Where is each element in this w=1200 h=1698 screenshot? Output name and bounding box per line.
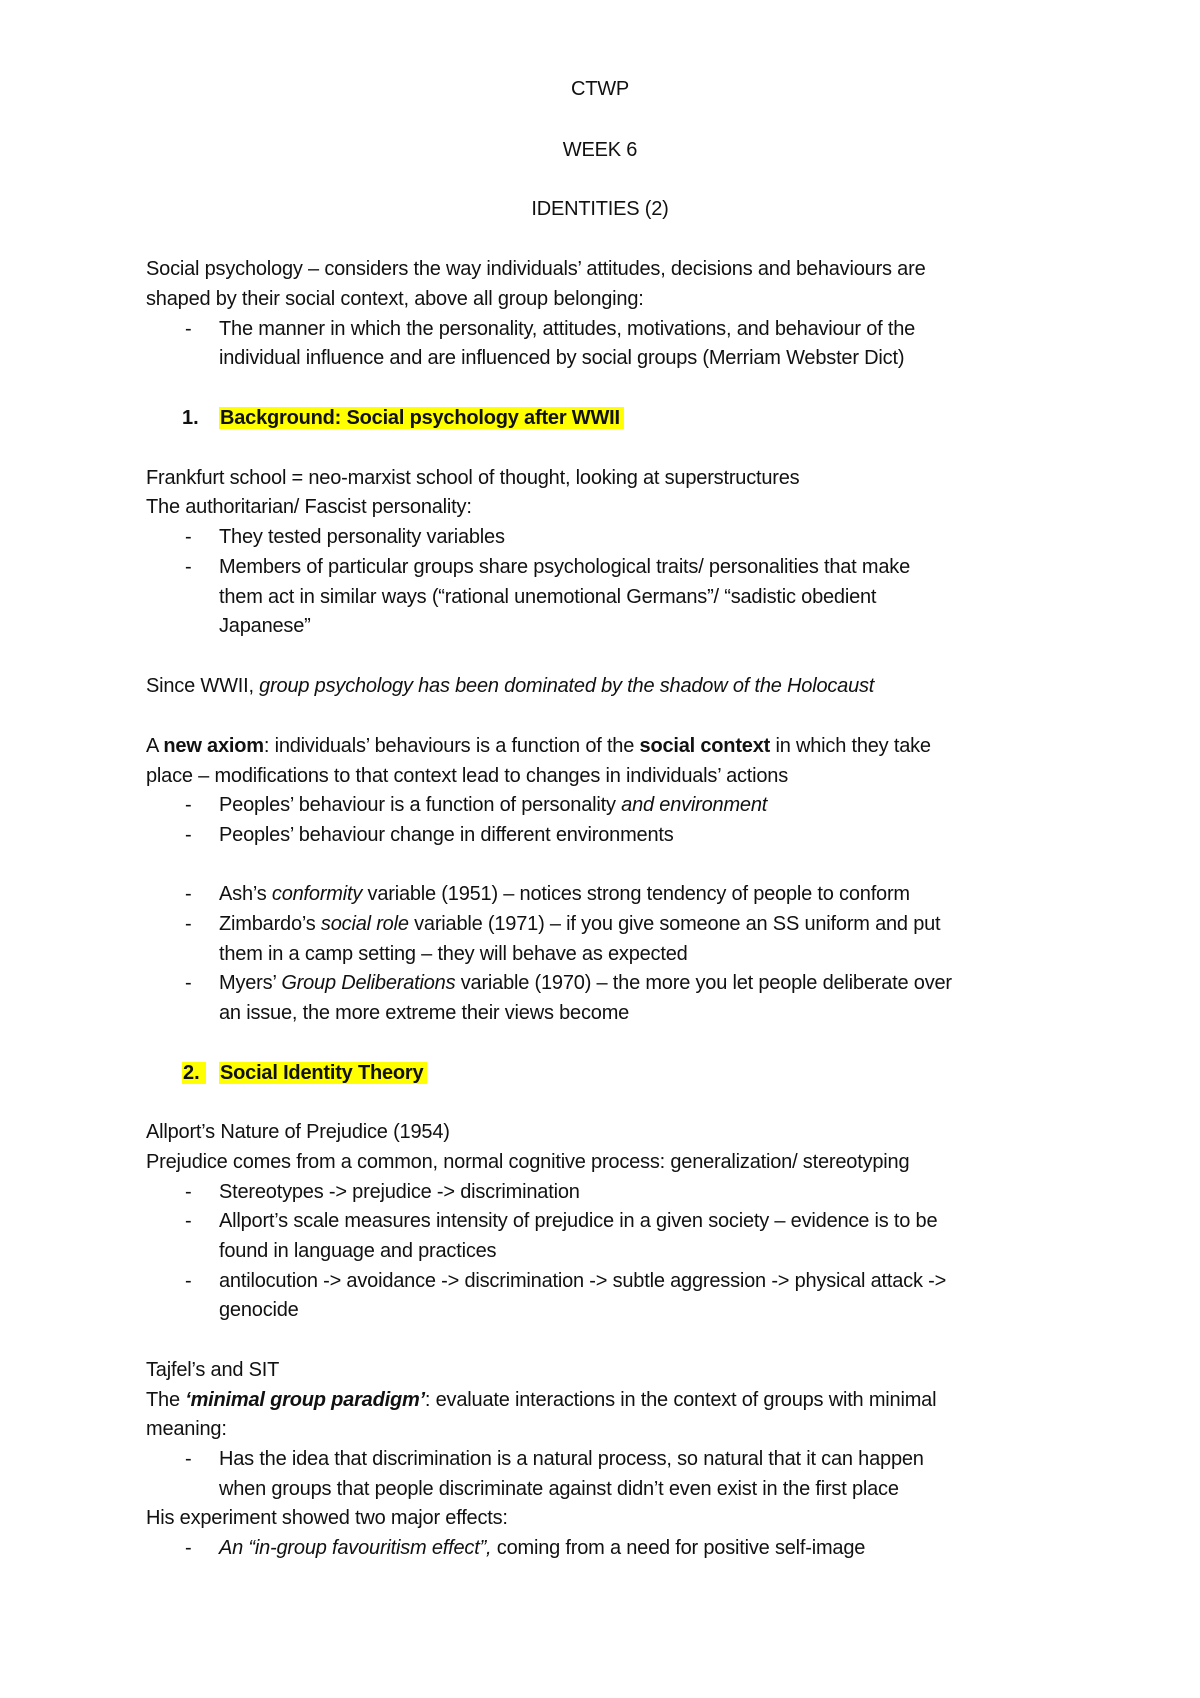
bullet-dash: - — [185, 972, 192, 994]
authoritarian-line: The authoritarian/ Fascist personality: — [146, 496, 472, 518]
axiom-middle: : individuals’ behaviours is a function of the — [263, 735, 640, 757]
zimbardo-italic: social role — [320, 913, 409, 935]
ash-bullet — [219, 881, 910, 907]
section-2-number-text: 2. — [182, 1062, 206, 1084]
tajfel-title: Tajfel’s and SIT — [146, 1359, 280, 1381]
ash-italic: conformity — [271, 883, 363, 905]
course-title: CTWP — [570, 78, 630, 100]
auth-bullet-2-line-3: Japanese” — [219, 615, 311, 637]
allport-bullet-2-line-2: found in language and practices — [219, 1240, 497, 1262]
ash-suffix: variable (1951) – notices strong tendency of people to conform — [362, 883, 910, 905]
bullet-dash: - — [185, 1537, 192, 1559]
intro-line-2: shaped by their social context, above all group belonging: — [146, 288, 644, 310]
minimal-group-prefix: The — [146, 1389, 186, 1411]
intro-bullet-line-2: individual influence and are influenced by social groups (Merriam Webster Dict) — [219, 347, 905, 369]
ash-prefix: Ash’s — [219, 883, 272, 905]
intro-line-1: Social psychology – considers the way individuals’ attitudes, decisions and behaviours are — [146, 258, 926, 280]
effects-line: His experiment showed two major effects: — [146, 1507, 508, 1529]
bullet-dash: - — [185, 1181, 192, 1203]
since-wwii-prefix: Since WWII, — [146, 675, 260, 697]
effects-bullet-1-suffix: coming from a need for positive self-image — [491, 1537, 866, 1559]
bullet-dash: - — [185, 883, 192, 905]
section-2-number — [182, 1060, 206, 1086]
myers-prefix: Myers’ — [219, 972, 282, 994]
section-1-heading-text: Background: Social psychology after WWII — [219, 407, 624, 429]
peoples-bullet-1-italic: and environment — [621, 794, 768, 816]
bullet-dash: - — [185, 318, 192, 340]
zimbardo-bullet-line-1 — [219, 911, 940, 937]
minimal-group-line-1 — [146, 1387, 936, 1413]
bullet-dash: - — [185, 526, 192, 548]
allport-bullet-1: Stereotypes -> prejudice -> discrimination — [219, 1181, 580, 1203]
axiom-prefix: A — [146, 735, 164, 757]
zimbardo-bullet-line-2: them in a camp setting – they will behave as expected — [219, 943, 688, 965]
section-1-number: 1. — [182, 407, 199, 429]
section-1-heading — [219, 405, 624, 431]
section-2-heading — [219, 1060, 427, 1086]
allport-bullet-3-line-1: antilocution -> avoidance -> discrimination -> subtle aggression -> physical attack -> — [219, 1270, 947, 1292]
zimbardo-prefix: Zimbardo’s — [219, 913, 321, 935]
section-2-heading-text: Social Identity Theory — [219, 1062, 427, 1084]
zimbardo-suffix: variable (1971) – if you give someone an SS uniform and put — [408, 913, 941, 935]
axiom-line-1 — [146, 733, 931, 759]
allport-bullet-2-line-1: Allport’s scale measures intensity of prejudice in a given society – evidence is to be — [219, 1210, 938, 1232]
axiom-bold: new axiom — [163, 735, 264, 757]
auth-bullet-2-line-1: Members of particular groups share psychological traits/ personalities that make — [219, 556, 910, 578]
peoples-bullet-2: Peoples’ behaviour change in different environments — [219, 824, 674, 846]
since-wwii-line — [146, 673, 874, 699]
myers-bullet-line-1 — [219, 970, 952, 996]
allport-line: Prejudice comes from a common, normal cognitive process: generalization/ stereotyping — [146, 1151, 910, 1173]
allport-title: Allport’s Nature of Prejudice (1954) — [146, 1121, 450, 1143]
peoples-bullet-1-text: Peoples’ behaviour is a function of personality — [219, 794, 622, 816]
minimal-group-bold-italic: ‘minimal group paradigm’ — [185, 1389, 425, 1411]
axiom-line-2: place – modifications to that context lead to changes in individuals’ actions — [146, 765, 789, 787]
in-group-favouritism-italic: An “in-group favouritism effect”, — [219, 1537, 492, 1559]
social-context-bold: social context — [639, 735, 771, 757]
tajfel-bullet-line-2: when groups that people discriminate against didn’t even exist in the first place — [219, 1478, 899, 1500]
bullet-dash: - — [185, 824, 192, 846]
axiom-suffix: in which they take — [770, 735, 931, 757]
auth-bullet-1: They tested personality variables — [219, 526, 505, 548]
peoples-bullet-1 — [219, 792, 767, 818]
myers-bullet-line-2: an issue, the more extreme their views become — [219, 1002, 630, 1024]
minimal-group-suffix: : evaluate interactions in the context of groups with minimal — [424, 1389, 937, 1411]
bullet-dash: - — [185, 1210, 192, 1232]
since-wwii-italic: group psychology has been dominated by the shadow of the Holocaust — [259, 675, 875, 697]
bullet-dash: - — [185, 913, 192, 935]
myers-italic: Group Deliberations — [281, 972, 456, 994]
effects-bullet-1 — [219, 1535, 865, 1561]
week-title: WEEK 6 — [562, 139, 638, 161]
minimal-group-line-2: meaning: — [146, 1418, 227, 1440]
frankfurt-line: Frankfurt school = neo-marxist school of thought, looking at superstructures — [146, 467, 800, 489]
allport-bullet-3-line-2: genocide — [219, 1299, 299, 1321]
tajfel-bullet-line-1: Has the idea that discrimination is a natural process, so natural that it can happen — [219, 1448, 924, 1470]
topic-title: IDENTITIES (2) — [531, 198, 669, 220]
bullet-dash: - — [185, 794, 192, 816]
bullet-dash: - — [185, 556, 192, 578]
bullet-dash: - — [185, 1270, 192, 1292]
myers-suffix: variable (1970) – the more you let people deliberate over — [455, 972, 952, 994]
bullet-dash: - — [185, 1448, 192, 1470]
auth-bullet-2-line-2: them act in similar ways (“rational unemotional Germans”/ “sadistic obedient — [219, 586, 877, 608]
intro-bullet-line-1: The manner in which the personality, attitudes, motivations, and behaviour of the — [219, 318, 916, 340]
